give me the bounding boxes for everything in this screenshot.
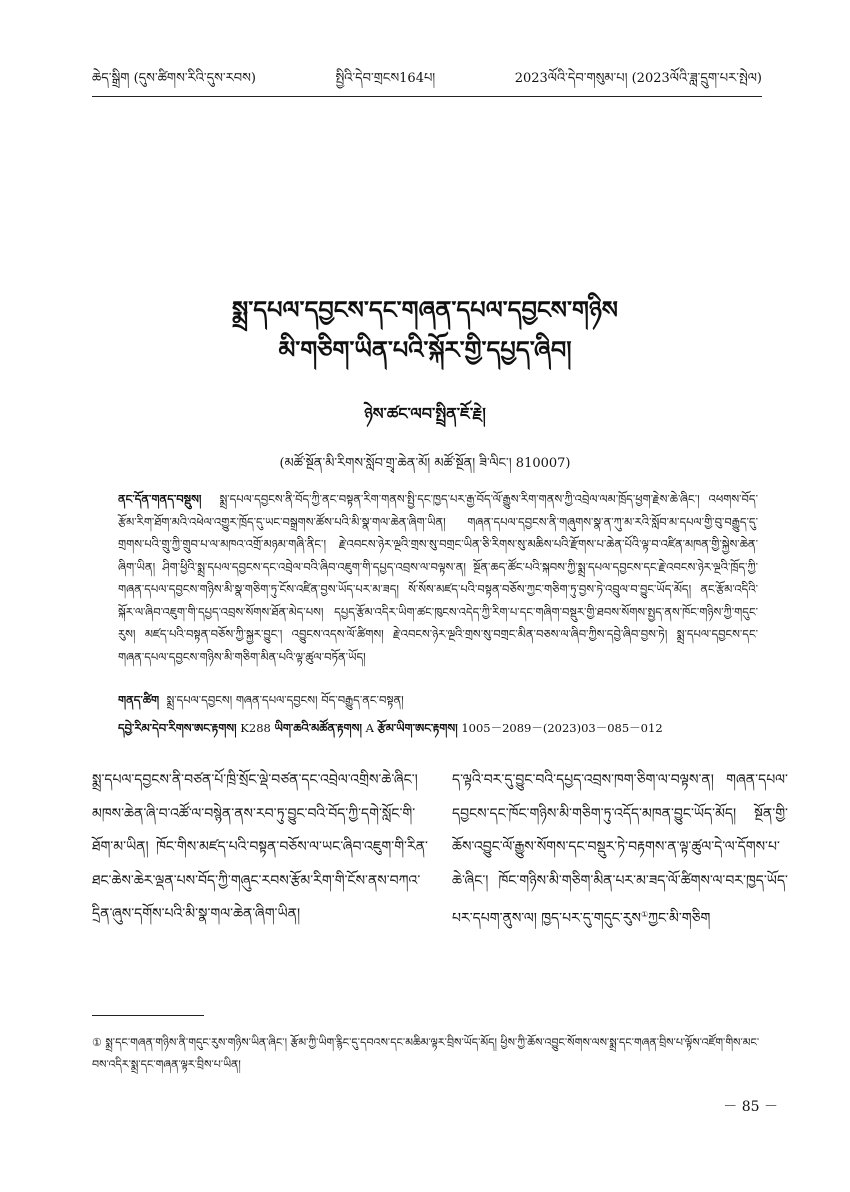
body-text-continued: ཀྱང་མི་གཅིག bbox=[648, 910, 711, 927]
keywords-label: གནད་ཚིག bbox=[118, 693, 160, 707]
header-issue-number: སྤྱིའི་དེབ་གྲངས164པ། bbox=[335, 70, 436, 86]
article-id-label: རྩོམ་ཡིག་ཨང་རྟགས། bbox=[377, 721, 458, 735]
class-label: དབྱེ་རིམ་དེབ་རིགས་ཨང་རྟགས། bbox=[118, 721, 237, 735]
footnote-marker: ① bbox=[92, 1036, 102, 1049]
body-column-right bbox=[452, 764, 788, 936]
article-id-code: 1005－2089－(2023)03－085－012 bbox=[461, 721, 663, 735]
article-title bbox=[80, 290, 770, 370]
classification-line bbox=[118, 718, 758, 738]
body-text: ད་ལྟའི་བར་དུ་བྱུང་བའི་དཔྱད་འབྲས་ཁག་ཅིག་ལ་བལྟས་ན། གཞན་དཔལ་དབྱངས་དང་ཁོང་གཉིས་མི་གཅིག་ཏུ་འདོད་མཁན་བྱུང་ཡོད་མོད། སྔོན་གྱི་ཆོས་འབྱུང་ལོ་རྒྱུས་སོགས་དང་བསྡུར་ཏེ་བརྟགས་ན་ལྟ་ཚུལ་དེ་ལ་དོགས་པ་ཆེ་ཞིང་། ཁོང་གཉིས་མི་གཅིག་མིན་པར་མ་ཟད་ལོ་ཚིགས་ལ་བར་ཁྱད་ཡོད་པར་དཔག་ནུས་ལ། ཁྱད་པར་དུ་གདུང་རུས bbox=[452, 772, 788, 927]
footnote-divider bbox=[92, 1015, 204, 1016]
body-paragraph bbox=[452, 764, 788, 936]
author-affiliation: (མཚོ་སྔོན་མི་རིགས་སློབ་གྲྭ་ཆེན་མོ། མཚོ་སྔོན། ཟི་ལིང་། 810007) bbox=[279, 456, 571, 471]
header-divider bbox=[92, 96, 762, 97]
abstract-text: སྨྲ་དཔལ་དབྱངས་ནི་བོད་ཀྱི་ནང་བསྟན་རིག་གནས་སྤྱི་དང་ཁྱད་པར་རྒྱ་བོད་ལོ་རྒྱུས་རིག་གནས་ཀྱི་འབྲེལ་ལམ་ཁྲོད་ཕྱག་རྗེས་ཆེ་ཞིང་། འཕགས་བོད་རྩོམ་རིག་ཐོག་མའི་འཕེལ་འགྱུར་ཁྲོད་དུ་ཡང་བསྒྲགས་ཚོས་པའི་མི་སྣ་གལ་ཆེན་ཞིག་ཡིན། གཞན་དཔལ་དབྱངས་ནི་གཞུགས་སྣ་ན་ཀུ་མ་རའི་སློབ་མ་དཔལ་གྱི་བུ་བརྒྱུད་དུ་གྲགས་པའི་གྲུ་ཀྱི་གྲུབ་པ་ལ་མཁའ་འགྲོ་མཉམ་གཞི་ནིང་། རྗེ་འབངས་ཉེར་ལྔའི་གྲས་སུ་བགྲང་ཡིན་ཅི་རིགས་སུ་མཆིས་པའི་རྫོགས་པ་ཆེན་པོའི་ལྟ་བ་འཛིན་མཁན་གྱི་སྐྱེས་ཆེན་ཞིག་ཡིན། ཤིག་ཕྱིའི་སྨྲ་དཔལ་དབྱངས་དང་འབྲེལ་བའི་ཞིབ་འཇུག་གི་དཔྱད་འབྲས་ལ་བལྟས་ན། སྔོན་ཆད་ཚོང་པའི་སྐབས་ཀྱི་སྨྲ་དཔལ་དབྱངས་དང་རྗེ་འབངས་ཉེར་ལྔའི་ཁྲོད་ཀྱི་གཞན་དཔལ་དབྱངས་གཉིས་མི་སྣ་གཅིག་ཏུ་ངོས་འཛིན་བྱས་ཡོད་པར་མ་ཟད། སོ་སོས་མཛད་པའི་བསྟན་བཅོས་ཀྱང་གཅིག་ཏུ་བྱས་ཏེ་འབྲུལ་བ་བྱུང་ཡོད་མོད། ནང་རྩོམ་འདིའི་སྐོར་ལ་ཞིབ་འཇུག་གི་དཔྱད་འབྲས་སོགས་ཐོན་མེད་པས། དཔྱད་རྩོམ་འདིར་ཡིག་ཚང་ཁུངས་འདེད་ཀྱི་རིག་པ་དང་གཞིག་བསྡུར་གྱི་ཐབས་སོགས་སྤྱད་ནས་ཁོང་གཉིས་ཀྱི་གདུང་རུས། མཛད་པའི་བསྟན་བཅོས་ཀྱི་སྐྱར་བྱུང་། འབྱུངས་འདས་ལོ་ཚིགས། རྗེ་འབངས་ཉེར་ལྔའི་གྲས་སུ་བགྲང་མིན་བཅས་ལ་ཞིབ་ཀྱིས་དབྱེ་ཞིབ་བྱས་ཏེ། སྨྲ་དཔལ་དབྱངས་དང་གཞན་དཔལ་དབྱངས་གཉིས་མི་གཅིག་མིན་པའི་ལྟ་ཚུལ་བཏོན་ཡོད། bbox=[118, 492, 759, 664]
author-name: ཉེས་ཚང་ལབ་སྤྲིན་ཇོ་རྗེ། bbox=[364, 404, 486, 423]
keywords bbox=[118, 690, 758, 710]
footnote-text: སྨྲ་དང་གཞན་གཉིས་ནི་གདུང་རུས་གཉིས་ཡིན་ཞིང་། རྩོམ་ཀྱི་ཡིག་རྙིང་དུ་དབའས་དང་མཆིམ་ལྟར་བྲིས་ཡོད་མོད། ཕྱིས་ཀྱི་ཆོས་འབྱུང་སོགས་ལས་སྨྲ་དང་གཞན་བྲིས་པ་ལྟོས་འཛོག་གིས་མང་བས་འདིར་སྨྲ་དང་གཞན་ལྟར་བྲིས་པ་ཡིན། bbox=[92, 1036, 760, 1071]
page-number: － 85 － bbox=[723, 1099, 778, 1115]
footnote-reference[interactable]: ① bbox=[640, 910, 649, 919]
footnote bbox=[92, 1032, 762, 1076]
body-paragraph: སྨྲ་དཔལ་དབྱངས་ནི་བཙན་པོ་ཁྲི་སྲོང་ལྡེ་བཙན་དང་འབྲེལ་འགྲིས་ཆེ་ཞིང་། མཁས་ཆེན་ཞི་བ་འཚོ་ལ་བསྙེན་ནས་རབ་ཏུ་བྱུང་བའི་བོད་ཀྱི་དགེ་སློང་གི་ཐོག་མ་ཡིན། ཁོང་གིས་མཛད་པའི་བསྟན་བཅོས་ལ་ཡང་ཞིབ་འཇུག་གི་རིན་ཐང་ཆེས་ཆེར་ལྡན་པས་བོད་ཀྱི་གཞུང་རབས་རྩོམ་རིག་གི་ངོས་ནས་བཀའ་དྲིན་ཞུས་དགོས་པའི་མི་སྣ་གལ་ཆེན་ཞིག་ཡིན། bbox=[92, 772, 428, 922]
title-line-2: མི་གཅིག་ཡིན་པའི་སྐོར་གྱི་དཔྱད་ཞིབ། bbox=[278, 335, 572, 364]
doc-code: A bbox=[365, 721, 374, 735]
abstract bbox=[118, 488, 758, 668]
abstract-label: ནང་དོན་གནད་བསྡུས། bbox=[118, 492, 202, 506]
body-column-left bbox=[92, 764, 428, 932]
running-header bbox=[92, 70, 762, 92]
keywords-text: སྨྲ་དཔལ་དབྱངས། གཞན་དཔལ་དབྱངས། བོད་བརྒྱུད་ནང་བསྟན། bbox=[166, 693, 404, 707]
title-line-1: སྨྲ་དཔལ་དབྱངས་དང་གཞན་དཔལ་དབྱངས་གཉིས bbox=[232, 295, 618, 324]
header-issue-date: 2023ལོའི་དེབ་གསུམ་པ། (2023ལོའི་ཟླ་དྲུག་པར་སྤེལ) bbox=[514, 70, 762, 86]
doc-label: ཡིག་ཆའི་མཚོན་རྟགས། bbox=[274, 721, 362, 735]
class-code: K288 bbox=[240, 721, 271, 735]
header-section: ཆེད་སྒྲིག (དུས་ཚིགས་རིའི་དུས་རབས) bbox=[92, 70, 256, 86]
